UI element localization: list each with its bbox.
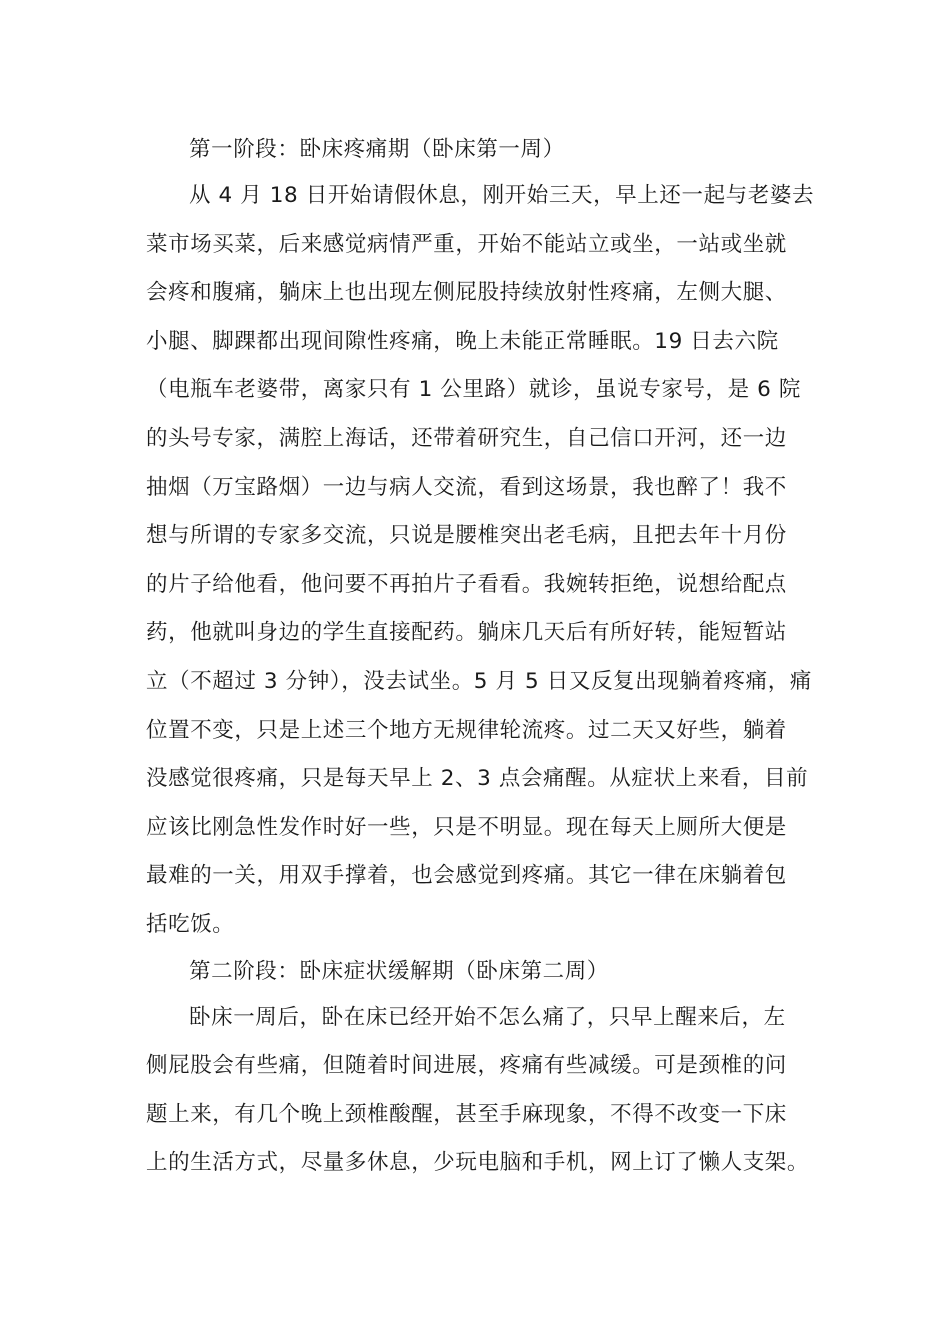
paragraph-line: 从 4 月 18 日开始请假休息，刚开始三天，早上还一起与老婆去 bbox=[189, 183, 815, 208]
section-heading: 第二阶段：卧床症状缓解期（卧床第二周） bbox=[189, 958, 609, 984]
paragraph-line: 立（不超过 3 分钟），没去试坐。5 月 5 日又反复出现躺着疼痛，痛 bbox=[146, 668, 812, 694]
section-heading: 第一阶段：卧床疼痛期（卧床第一周） bbox=[189, 137, 565, 162]
paragraph-line: 应该比刚急性发作时好一些，只是不明显。现在每天上厕所大便是 bbox=[146, 814, 787, 840]
paragraph-line: 会疼和腹痛，躺床上也出现左侧屁股持续放射性疼痛，左侧大腿、 bbox=[146, 280, 787, 306]
paragraph-line: 侧屁股会有些痛，但随着时间进展，疼痛有些减缓。可是颈椎的问 bbox=[146, 1053, 787, 1079]
paragraph-line: 的片子给他看，他问要不再拍片子看看。我婉转拒绝，说想给配点 bbox=[146, 571, 787, 597]
paragraph-line: （电瓶车老婆带，离家只有 1 公里路）就诊，虽说专家号，是 6 院 bbox=[146, 377, 801, 403]
paragraph-line: 抽烟（万宝路烟）一边与病人交流，看到这场景，我也醉了！我不 bbox=[146, 474, 787, 500]
paragraph-line: 最难的一关，用双手撑着，也会感觉到疼痛。其它一律在床躺着包 bbox=[146, 863, 787, 889]
paragraph-line: 上的生活方式，尽量多休息，少玩电脑和手机，网上订了懒人支架。 bbox=[146, 1150, 810, 1176]
paragraph-line: 括吃饭。 bbox=[146, 911, 235, 937]
paragraph-line: 菜市场买菜，后来感觉病情严重，开始不能站立或坐，一站或坐就 bbox=[146, 231, 787, 257]
paragraph-line: 的头号专家，满腔上海话，还带着研究生，自己信口开河，还一边 bbox=[146, 425, 787, 451]
paragraph-line: 小腿、脚踝都出现间隙性疼痛，晚上未能正常睡眠。19 日去六院 bbox=[146, 328, 779, 354]
paragraph-line: 位置不变，只是上述三个地方无规律轮流疼。过二天又好些，躺着 bbox=[146, 717, 787, 743]
document-body bbox=[146, 128, 815, 1188]
paragraph-line: 药，他就叫身边的学生直接配药。躺床几天后有所好转，能短暂站 bbox=[146, 620, 787, 646]
paragraph-line: 没感觉很疼痛，只是每天早上 2、3 点会痛醒。从症状上来看，目前 bbox=[146, 766, 809, 792]
paragraph-line: 想与所谓的专家多交流，只说是腰椎突出老毛病，且把去年十月份 bbox=[146, 523, 787, 549]
paragraph-line: 卧床一周后，卧在床已经开始不怎么痛了，只早上醒来后，左 bbox=[189, 1004, 786, 1030]
paragraph-line: 题上来，有几个晚上颈椎酸醒，甚至手麻现象，不得不改变一下床 bbox=[146, 1101, 787, 1127]
